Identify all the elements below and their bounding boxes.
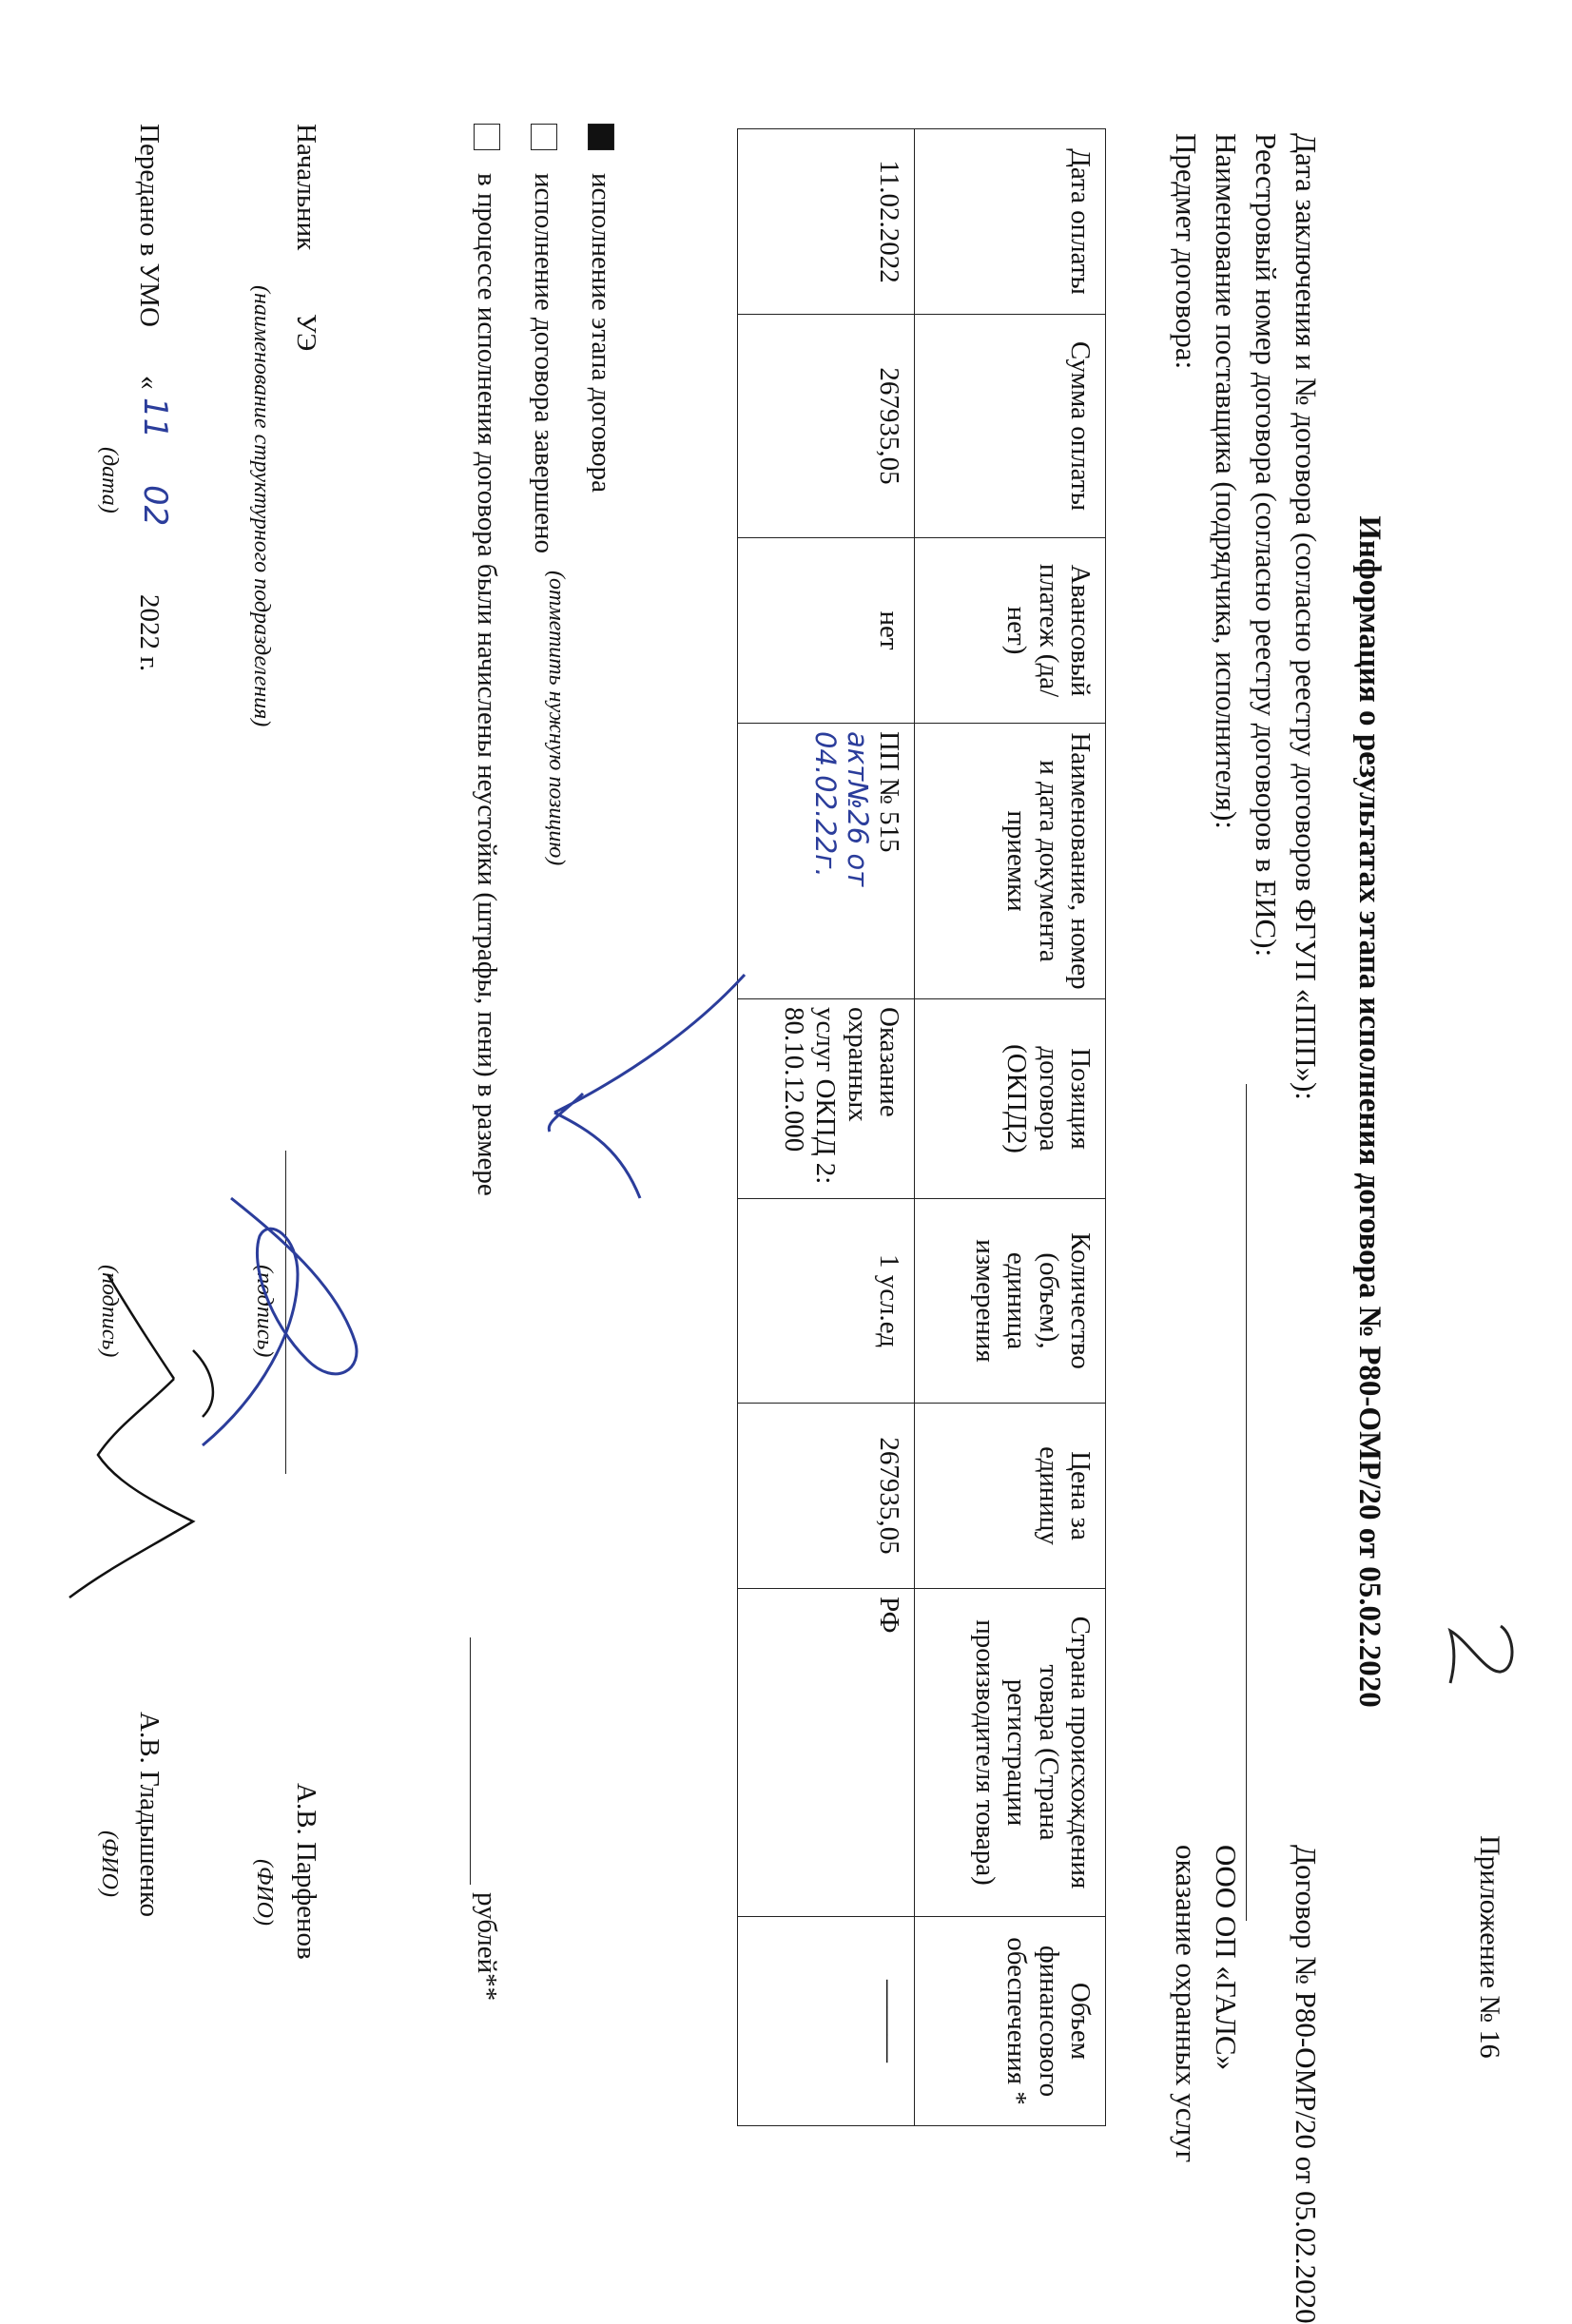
checkbox-note: (отметить нужную позицию) [544,571,569,866]
cell-payment-date: 11.02.2022 [738,129,915,315]
header-country: Страна происхождения товара (Страна регистрации производителя товара) [915,1589,1106,1917]
cell-payment-sum: 267935,05 [738,315,915,538]
date-caption: (дата) [97,447,122,513]
transfer-name: А.В. Гладышенко [134,1712,165,1918]
transfer-signature [41,1265,250,1607]
header-advance: Авансовый платеж (да/нет) [915,538,1106,724]
handwritten-page-mark [1439,1617,1524,1693]
subject-row [1169,133,1203,2163]
head-label: Начальник [291,124,321,251]
document-handwritten-line-1: акт№26 от [841,731,874,887]
header-document: Наименование, номер и дата документа приемки [915,724,1106,999]
results-table [737,128,1106,2126]
handwritten-check-mark [535,970,754,1208]
date-month: 02 [136,485,174,527]
transfer-sign-caption: (подпись) [97,1265,122,1358]
supplier-label: Наименование поставщика (подрядчика, исполнителя): [1210,133,1243,829]
registry-number-label: Реестровый номер договора (согласно реестру договоров в ЕИС): [1250,133,1283,958]
head-sign-caption: (подпись) [252,1265,277,1358]
supplier-value: ООО ОП «ГАЛС» [1210,1845,1243,2071]
registry-number-row [1249,133,1283,957]
penalty-suffix: рублей** [472,1892,502,2002]
penalty-label: в процессе исполнения договора были начислены неустойки (штрафы, пени) в размере [472,173,502,1196]
penalty-amount-line [470,1637,471,1885]
date-open-quote: « [134,376,165,390]
header-position: Позиция договора (ОКПД2) [915,999,1106,1199]
date-day: 11 [136,397,174,439]
checkbox-label: исполнение договора завершено [529,173,559,554]
document-handwritten-line-2: 04.02.22г. [809,731,843,878]
subject-value: оказание охранных услуг [1170,1845,1203,2163]
head-fio-caption: (ФИО) [252,1859,277,1926]
supplier-row [1209,133,1243,2071]
table-row [738,129,915,2126]
checkbox-empty[interactable] [531,124,557,150]
appendix-number: Приложение № 16 [1474,1835,1505,2059]
contract-date-number-value: Договор № Р80-ОМР/20 от 05.02.2020 [1290,1845,1323,2324]
registry-number-line [1246,1084,1247,1921]
dept-caption: (наименование структурного подразделения) [249,285,274,727]
document-title: Информация о результатах этапа исполнения договора № Р80-ОМР/20 от 05.02.2020 [1352,515,1387,1708]
checkbox-label: исполнение этапа договора [586,173,616,493]
transfer-fio-caption: (ФИО) [97,1830,122,1897]
subject-label: Предмет договора: [1170,133,1203,370]
cell-document [738,724,915,999]
cell-advance: нет [738,538,915,724]
cell-unit-price: 267935,05 [738,1404,915,1589]
checkbox-empty[interactable] [474,124,500,150]
header-payment-sum: Сумма оплаты [915,315,1106,538]
header-payment-date: Дата оплаты [915,129,1106,315]
contract-date-number-row [1289,133,1323,2324]
header-unit-price: Цена за единицу [915,1404,1106,1589]
date-year: 2022 г. [134,594,165,672]
cell-country: РФ [738,1589,915,1917]
table-header-row [915,129,1106,2126]
transfer-label: Передано в УМО [134,124,165,327]
head-name: А.В. Парфенов [291,1783,321,1960]
dept-value: УЭ [291,314,321,352]
header-financial-security: Объем финансового обеспечения * [915,1917,1106,2126]
cell-position: Оказание охранных услуг ОКПД 2: 80.10.12.000 [738,999,915,1199]
checkbox-filled[interactable] [588,124,614,150]
cell-quantity: 1 усл.ед [738,1199,915,1404]
contract-date-number-label: Дата заключения и № договора (согласно реестру договоров ФГУП «ППП»): [1290,133,1323,1100]
header-quantity: Количество (объем), единица измерения [915,1199,1106,1404]
document-printed: ПП № 515 [874,731,904,853]
cell-financial-security: ——— [738,1917,915,2126]
